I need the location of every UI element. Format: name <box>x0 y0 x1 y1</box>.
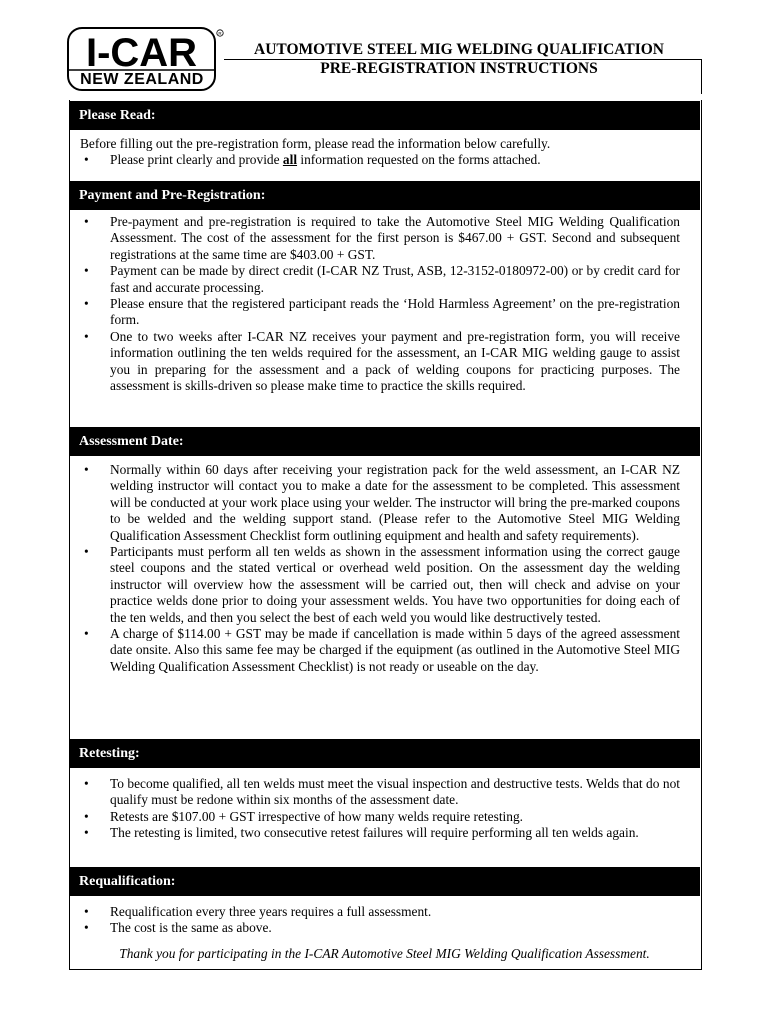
list-item: • Please print clearly and provide all information requested on the forms attached. <box>80 152 680 168</box>
section-heading-please-read: Please Read: <box>69 101 700 130</box>
section-retesting <box>80 776 680 842</box>
list-item: • Retests are $107.00 + GST irrespective of how many welds require retesting. <box>80 809 680 825</box>
list-item: • Normally within 60 days after receiving your registration pack for the weld assessment, an I-CAR NZ welding instructor will contact you to make a date for the assessment to be completed. This assessment will be conducted at your work place using your welder. The instructor will bring the pre-marked coupons to be welded and the welding support stand. (Please refer to the Automotive Steel MIG Welding Qualification Assessment Checklist form outlining equipment and health and safety requirements). <box>80 462 680 544</box>
section-heading-assessment-date: Assessment Date: <box>69 427 700 456</box>
list-item: • Please ensure that the registered participant reads the ‘Hold Harmless Agreement’ on the pre-registration form. <box>80 296 680 329</box>
logo-region-text: NEW ZEALAND <box>80 71 204 88</box>
section-payment <box>80 214 680 394</box>
closing-note: Thank you for participating in the I-CAR Automotive Steel MIG Welding Qualification Assessment. <box>119 946 650 961</box>
list-item: • The cost is the same as above. <box>80 920 680 936</box>
section-heading-requalification: Requalification: <box>69 867 700 896</box>
list-item: • The retesting is limited, two consecutive retest failures will require performing all ten welds again. <box>80 825 680 841</box>
list-item: • Requalification every three years requires a full assessment. <box>80 904 680 920</box>
please-read-intro: Before filling out the pre-registration form, please read the information below carefully. <box>80 136 551 151</box>
section-heading-retesting: Retesting: <box>69 739 700 768</box>
svg-text:R: R <box>218 31 222 36</box>
emphasis-all: all <box>282 152 298 168</box>
list-item: • A charge of $114.00 + GST may be made if cancellation is made within 5 days of the agreed assessment date onsite. Also this same fee may be charged if the equipment (as outlined in the Automotive Steel MIG Welding Qualification Assessment Checklist) is not ready or useable on the day. <box>80 626 680 675</box>
icar-logo <box>67 27 225 91</box>
title-line-2: PRE-REGISTRATION INSTRUCTIONS <box>320 60 598 77</box>
list-item: • Payment can be made by direct credit (I-CAR NZ Trust, ASB, 12-3152-0180972-00) or by credit card for fast and accurate processing. <box>80 263 680 296</box>
list-item: • One to two weeks after I-CAR NZ receives your payment and pre-registration form, you will receive information outlining the ten welds required for the assessment, an I-CAR MIG welding gauge to assist you in preparing for the assessment and a pack of welding coupons for practicing purposes. The assessment is skills-driven so please make time to practice the skills required. <box>80 329 680 395</box>
list-item: • Participants must perform all ten welds as shown in the assessment information using the correct gauge steel coupons and the stated vertical or overhead weld position. On the assessment day the welding instructor will overview how the assessment will be carried out, then will check and advise on your practice welds done prior to doing your assessment welds. You have two opportunities for doing each of the ten welds, and then you select the best of each weld you would like destructively tested. <box>80 544 680 626</box>
section-requalification <box>80 904 680 937</box>
section-please-read <box>80 136 680 169</box>
list-item: • Pre-payment and pre-registration is required to take the Automotive Steel MIG Welding Qualification Assessment. The cost of the assessment for the first person is $467.00 + GST. Second and subsequent registrations at the same time are $403.00 + GST. <box>80 214 680 263</box>
header-divider <box>224 59 702 94</box>
section-assessment-date <box>80 462 680 675</box>
section-heading-payment: Payment and Pre-Registration: <box>69 181 700 210</box>
title-line-1: AUTOMOTIVE STEEL MIG WELDING QUALIFICATION <box>254 41 664 58</box>
logo-brand-text: I-CAR <box>85 31 198 75</box>
list-item: • To become qualified, all ten welds must meet the visual inspection and destructive tests. Welds that do not qualify must be redone within six months of the assessment date. <box>80 776 680 809</box>
